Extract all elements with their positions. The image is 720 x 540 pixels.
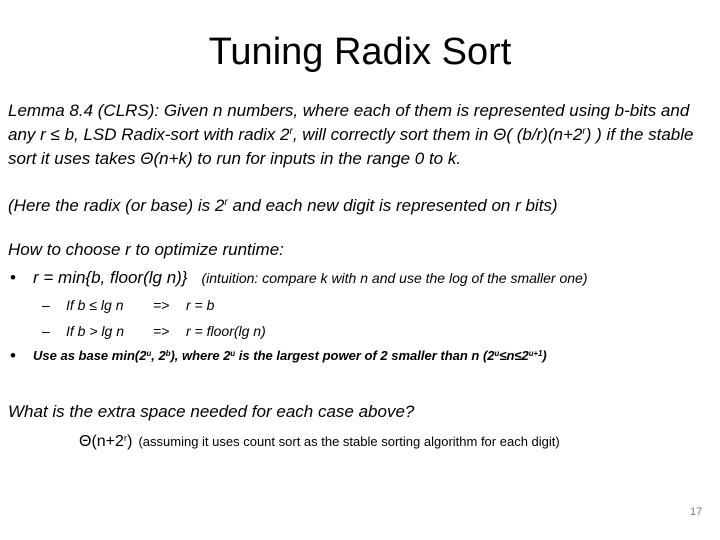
sub-item-case-1 bbox=[42, 295, 214, 315]
radix-note-text-1: (Here the radix (or base) is 2 bbox=[8, 196, 225, 215]
radix-note-text-2: and each new digit is represented on r bits) bbox=[227, 196, 558, 215]
bullet-base-sup-3: u bbox=[230, 348, 236, 358]
answer-formula bbox=[79, 433, 132, 450]
lemma-text-2: , will correctly sort them in Θ( (b/r)(n+2 bbox=[292, 125, 583, 144]
lemma-superscript-2: r bbox=[582, 126, 586, 138]
page-number: 17 bbox=[690, 506, 703, 518]
answer-note: (assuming it uses count sort as the stable sorting algorithm for each digit) bbox=[138, 434, 560, 449]
radix-note-superscript: r bbox=[224, 197, 228, 209]
sub-item-dash: – bbox=[42, 323, 50, 339]
answer-formula-text-2: ) bbox=[127, 433, 133, 450]
lemma-text-1: Lemma 8.4 (CLRS): Given n numbers, where each of them is represented using b-bits and any r ≤ b, LSD Radix-sort with radix 2 bbox=[8, 101, 690, 144]
sub-item-case-2 bbox=[42, 321, 266, 341]
bullet-choose-r-formula: r = min{b, floor(lg n)} bbox=[33, 268, 188, 287]
radix-note bbox=[8, 194, 714, 218]
bullet-base-text-2: , 2 bbox=[151, 348, 166, 363]
sub-item-result: r = b bbox=[186, 297, 215, 313]
bullet-base-text-4: is the largest power of 2 smaller than n (2 bbox=[235, 348, 495, 363]
bullet-base-text-3: ), where 2 bbox=[170, 348, 231, 363]
bullet-base-sup-2: b bbox=[165, 348, 171, 358]
sub-item-condition: If b > lg n bbox=[66, 323, 124, 339]
lemma-paragraph bbox=[8, 99, 714, 171]
slide-title: Tuning Radix Sort bbox=[208, 31, 512, 73]
lemma-text-3: ) ) if the stable sort it uses takes Θ(n+k) to run for inputs in the range 0 to k. bbox=[8, 125, 694, 168]
extra-space-question: What is the extra space needed for each case above? bbox=[8, 402, 415, 421]
answer-formula-sup: r bbox=[123, 432, 128, 444]
sub-item-arrow: => bbox=[153, 323, 170, 339]
bullet-base-text-1: Use as base min(2 bbox=[33, 348, 147, 363]
bullet-base-text-6: ) bbox=[542, 348, 547, 363]
bullet-marker-2: • bbox=[10, 346, 16, 365]
lemma-superscript-1: r bbox=[289, 126, 293, 138]
bullet-base-sup-1: u bbox=[146, 348, 152, 358]
bullet-base-sup-4: u bbox=[494, 348, 500, 358]
sub-item-result: r = floor(lg n) bbox=[186, 323, 266, 339]
how-to-heading: How to choose r to optimize runtime: bbox=[8, 240, 284, 259]
bullet-marker-1: • bbox=[10, 268, 16, 287]
bullet-base-sup-5: u+1 bbox=[528, 348, 543, 358]
bullet-base-choice bbox=[33, 346, 547, 366]
sub-item-arrow: => bbox=[153, 297, 170, 313]
sub-item-condition: If b ≤ lg n bbox=[66, 297, 124, 313]
bullet-choose-r bbox=[33, 266, 587, 290]
answer-formula-text-1: Θ(n+2 bbox=[79, 433, 124, 450]
bullet-choose-r-note: (intuition: compare k with n and use the log of the smaller one) bbox=[201, 270, 588, 286]
sub-item-dash: – bbox=[42, 297, 50, 313]
extra-space-answer bbox=[79, 430, 560, 454]
bullet-base-text-5: ≤n≤2 bbox=[499, 348, 529, 363]
